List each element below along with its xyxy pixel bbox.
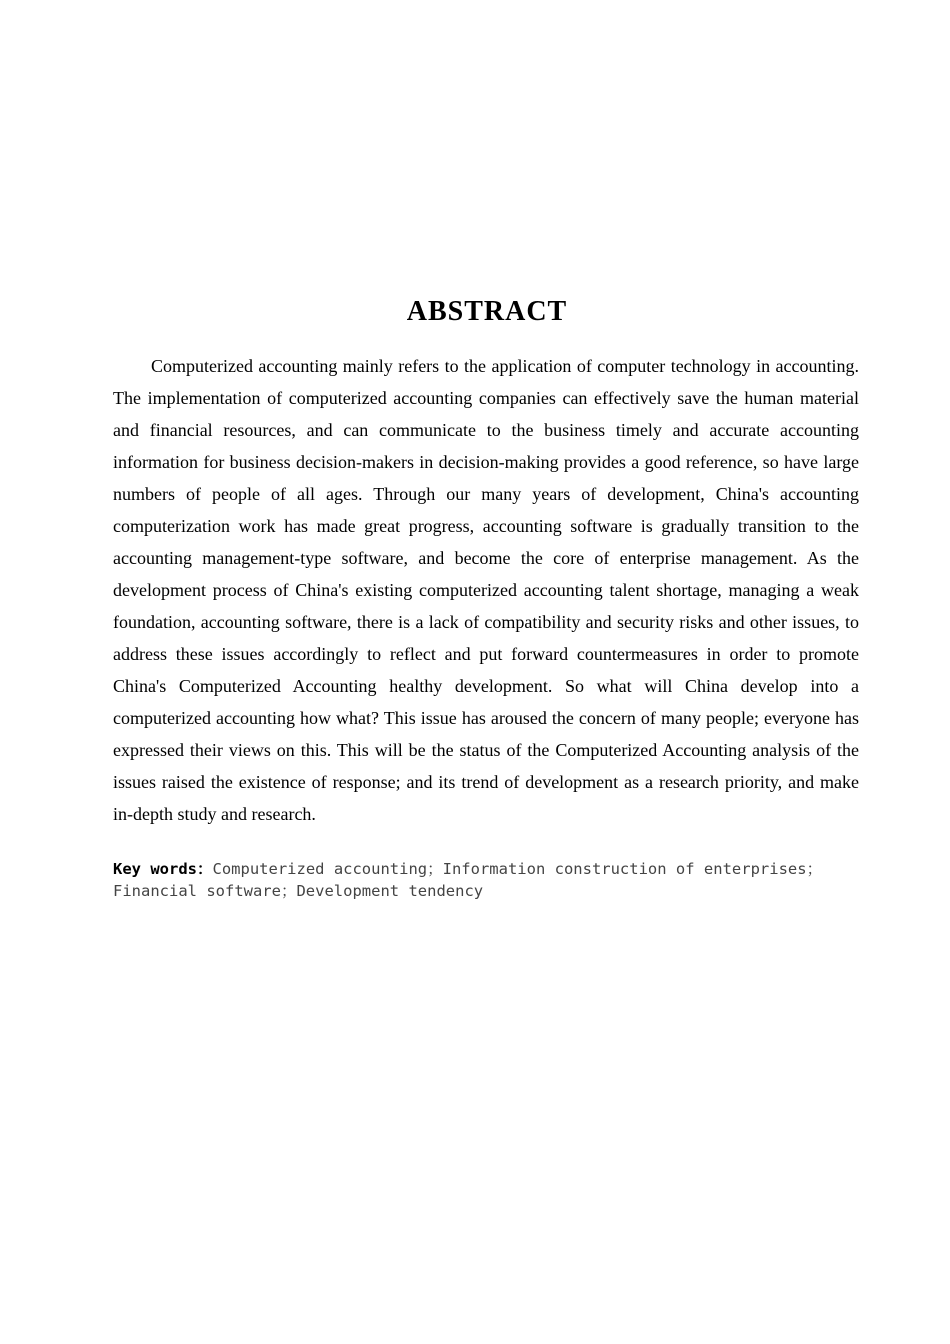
keywords-line [113,858,859,902]
keywords-label: Key words： [113,860,213,878]
keywords-text: Computerized accounting；Information construction of enterprises；Financial software；Development tendency [113,860,823,900]
abstract-title: ABSTRACT [406,296,568,327]
abstract-body: Computerized accounting mainly refers to the application of computer technology in accounting. The implementation of computerized accounting companies can effectively save the human material and financial resources, and can communicate to the business timely and accurate accounting information for business decision-makers in decision-making provides a good reference, so have large numbers of people of all ages. Through our many years of development, China's accounting computerization work has made great progress, accounting software is gradually transition to the accounting management-type software, and become the core of enterprise management. As the development process of China's existing computerized accounting talent shortage, managing a weak foundation, accounting software, there is a lack of compatibility and security risks and other issues, to address these issues accordingly to reflect and put forward countermeasures in order to promote China's Computerized Accounting healthy development. So what will China develop into a computerized accounting how what? This issue has aroused the concern of many people; everyone has expressed their views on this. This will be the status of the Computerized Accounting analysis of the issues raised the existence of response; and its trend of development as a research priority, and make in-depth study and research. [113,356,859,824]
